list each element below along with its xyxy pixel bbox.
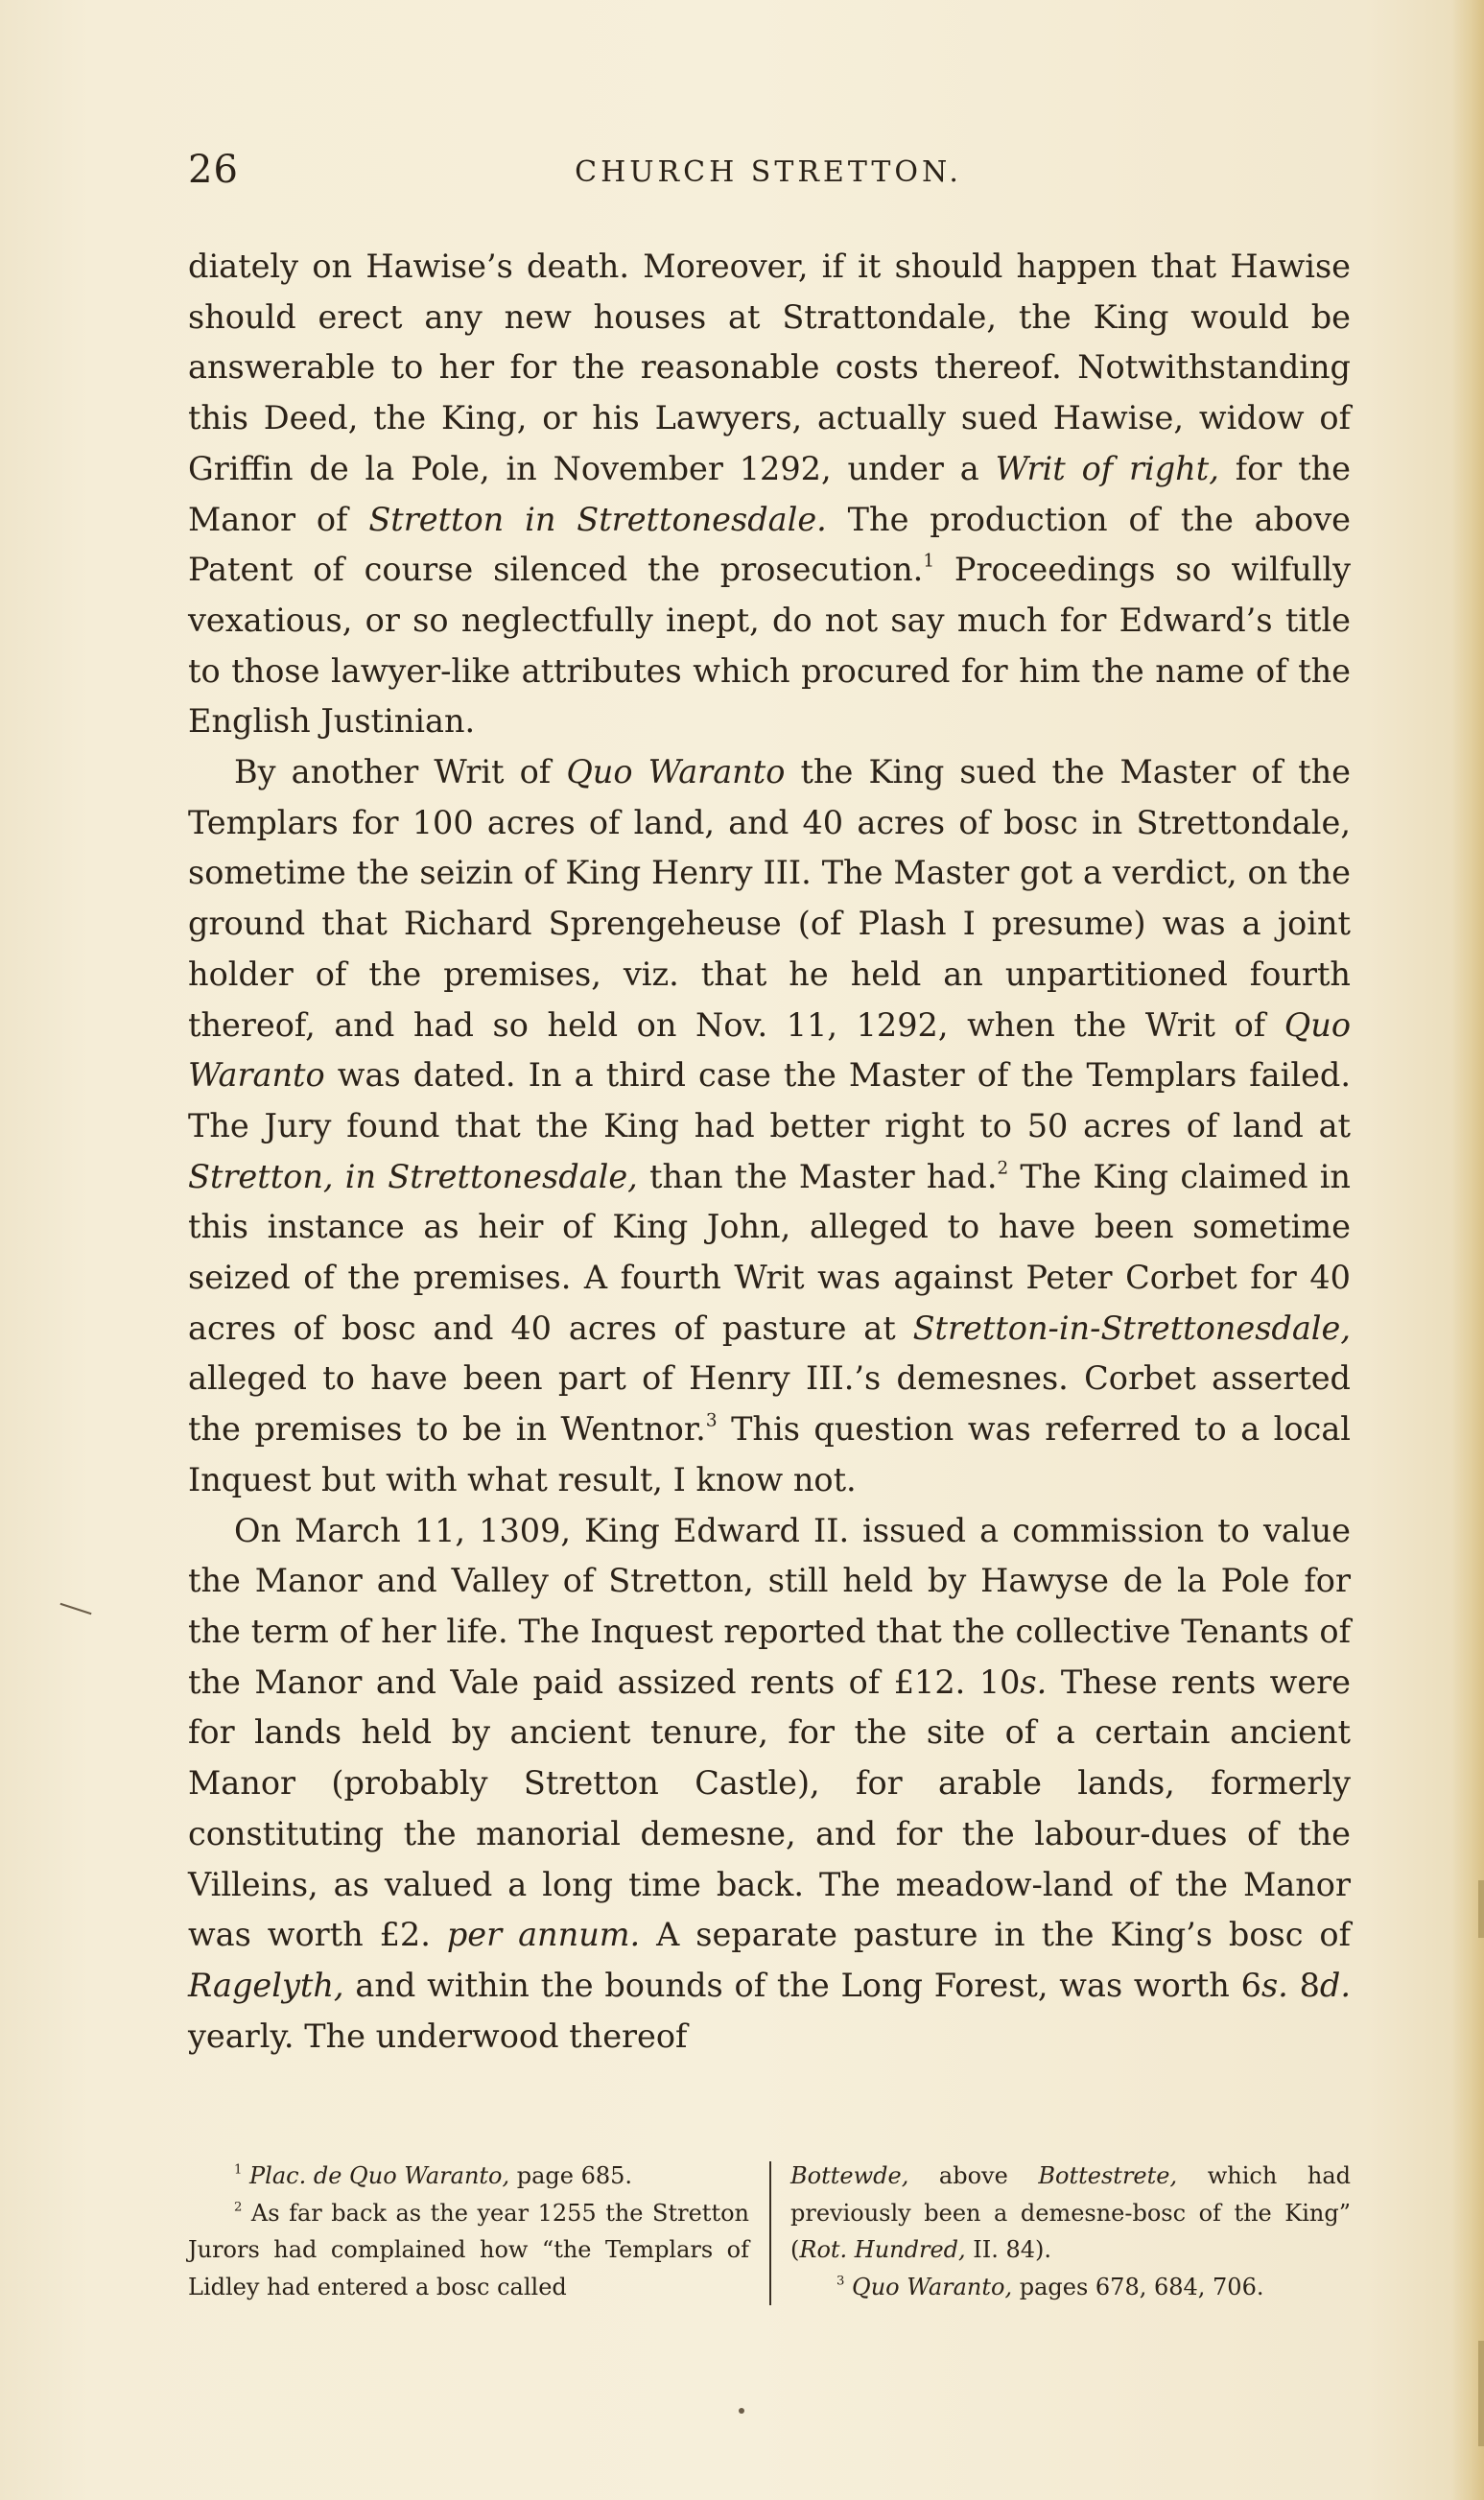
text-run: By another Writ of — [234, 753, 567, 791]
footnote-ref: 1 — [923, 551, 935, 572]
paragraph — [188, 242, 1351, 747]
body-text — [188, 242, 1351, 2062]
text-run: As far back as the year 1255 the Stretton Jurors had complained how “the Templars of Lidley had entered a bosc called — [188, 2199, 749, 2300]
footnote-divider — [769, 2161, 771, 2305]
text-run: Proceedings so wilfully vexatious, or so neglectfully inept, do not say much for Edward’s title to those lawyer-like attributes which procured for him the name of the English Justinian. — [188, 551, 1351, 741]
italic-run: Bottewde, — [790, 2162, 909, 2189]
page-header — [188, 146, 1349, 203]
stray-dot — [739, 2408, 744, 2414]
footnote-ref: 2 — [997, 1157, 1009, 1178]
text-run: A separate pasture in the King’s bosc of — [640, 1916, 1351, 1954]
text-run: than the Master had. — [637, 1157, 998, 1195]
italic-run: Quo Waranto — [188, 1005, 1351, 1095]
italic-run: d. — [1319, 1966, 1351, 2004]
footnote-number: 2 — [234, 2199, 243, 2214]
footnote-1 — [188, 2158, 749, 2195]
text-run: which had previously been a demesne-bosc of the King” ( — [790, 2162, 1351, 2263]
footnote-2 — [188, 2195, 749, 2306]
margin-mark — [60, 1603, 92, 1615]
text-run: alleged to have been part of Henry III.’s demesnes. Corbet asserted the premises to be in Wentnor. — [188, 1359, 1351, 1449]
italic-run: Ragelyth, — [188, 1966, 344, 2004]
text-run: yearly. The underwood thereof — [188, 2017, 688, 2055]
edge-stain — [1478, 1880, 1484, 1938]
italic-run: Quo Waranto — [566, 753, 786, 791]
footnote-ref: 3 — [705, 1410, 718, 1431]
footnote-column-left — [188, 2158, 749, 2305]
text-run: These rents were for lands held by ancient tenure, for the site of a certain ancient Manor (probably Stretton Castle), for arable lands, formerly constituting the manorial demesne, and for the labour-dues of the Villeins, as valued a long time back. The meadow-land of the Manor was worth £2. — [188, 1663, 1351, 1954]
italic-run: Plac. de Quo Waranto, — [249, 2162, 510, 2189]
italic-run: Stretton in Strettonesdale. — [368, 500, 827, 538]
footnote-number: 3 — [836, 2273, 845, 2288]
italic-run: per annum. — [446, 1916, 641, 1954]
text-run: II. 84). — [965, 2236, 1052, 2263]
text-run: page 685. — [509, 2162, 633, 2189]
page-number: 26 — [188, 148, 239, 192]
text-run: above — [908, 2162, 1039, 2189]
footnote-number: 1 — [234, 2162, 243, 2178]
italic-run: s. — [1020, 1663, 1048, 1701]
edge-stain — [1478, 2341, 1484, 2446]
text-run: pages 678, 684, 706. — [1012, 2273, 1264, 2300]
italic-run: Stretton-in-Strettonesdale, — [912, 1309, 1351, 1347]
footnote-3 — [790, 2269, 1351, 2306]
running-head: CHURCH STRETTON. — [575, 155, 962, 189]
text-run: 8 — [1287, 1966, 1320, 2004]
text-run: was dated. In a third case the Master of the Templars failed. The Jury found that the King had better right to 50 acres of land at — [188, 1056, 1351, 1144]
italic-run: Stretton, in Strettonesdale, — [188, 1157, 638, 1195]
text-run: for the Manor of — [188, 449, 1352, 538]
italic-run: s. — [1260, 1966, 1288, 2004]
text-run: The King claimed in this instance as heir of King John, alleged to have been sometime seized of the premises. A fourth Writ was against Peter Corbet for 40 acres of bosc and 40 acres of pasture at — [188, 1157, 1352, 1347]
text-run: On March 11, 1309, King Edward II. issued a commission to value the Manor and Valley of Stretton, still held by Hawyse de la Pole for the term of her life. The Inquest reported that the collective Tenants of the Manor and Vale paid assized rents of £12. 10 — [188, 1511, 1351, 1701]
text-run: This question was referred to a local Inquest but with what result, I know not. — [188, 1410, 1351, 1498]
paragraph — [188, 747, 1351, 1506]
text-run: The production of the above Patent of course silenced the prosecution. — [188, 500, 1351, 589]
text-run: and within the bounds of the Long Forest, was worth 6 — [343, 1966, 1261, 2004]
text-run: the King sued the Master of the Templars for 100 acres of land, and 40 acres of bosc in Strettondale, sometime the seizin of King Henry III. The Master got a verdict, on the ground that Richard Sprengeheuse (of Plash I presume) was a joint holder of the premises, viz. that he held an unpartitioned fourth thereof, and had so held on Nov. 11, 1292, when the Writ of — [188, 753, 1351, 1044]
paragraph — [188, 1506, 1351, 2063]
text-run: diately on Hawise’s death. Moreover, if it should happen that Hawise should erect any new houses at Strattondale, the King would be answerable to her for the reasonable costs thereof. Notwithstanding this Deed, the King, or his Lawyers, actually sued Hawise, widow of Griffin de la Pole, in November 1292, under a — [188, 248, 1351, 487]
italic-run: Quo Waranto, — [852, 2273, 1013, 2300]
italic-run: Writ of right, — [995, 449, 1219, 487]
footnote-2-continued — [790, 2158, 1351, 2269]
italic-run: Bottestrete, — [1038, 2162, 1178, 2189]
italic-run: Rot. Hundred, — [799, 2236, 966, 2263]
page-edge — [1451, 0, 1484, 2500]
footnote-column-right — [790, 2158, 1351, 2305]
